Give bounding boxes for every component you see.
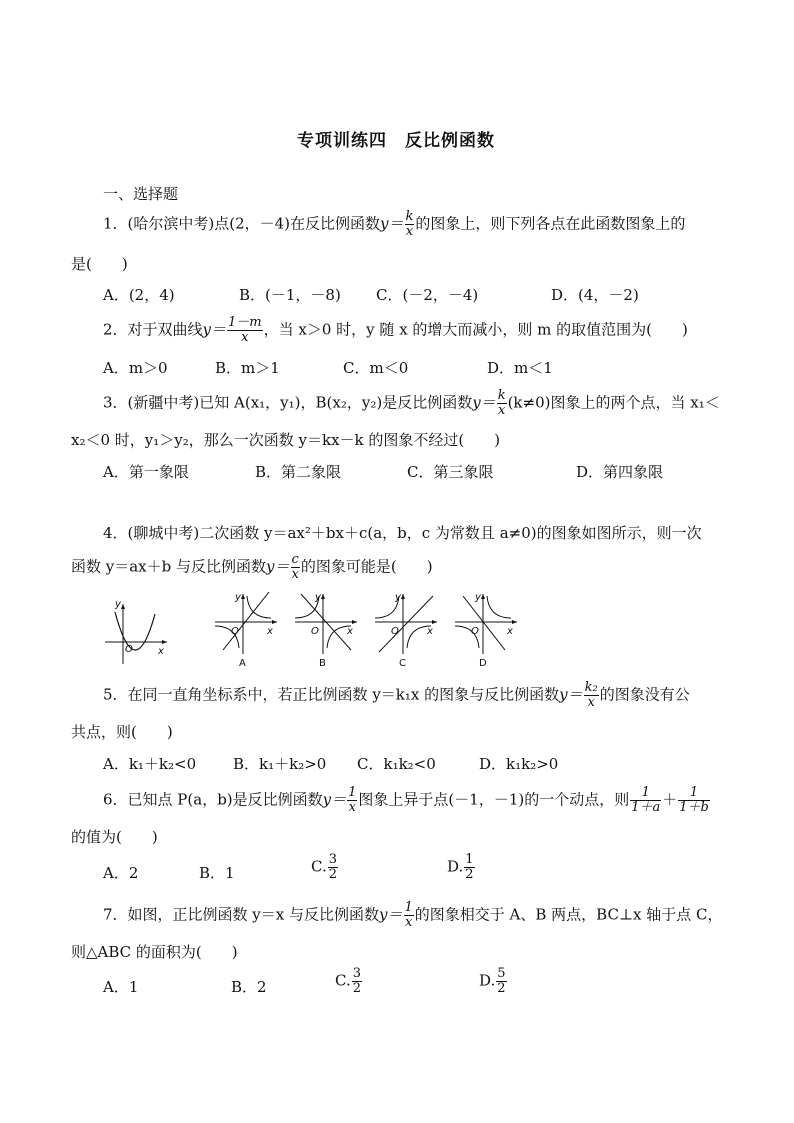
q7-option-d[interactable]: D. $\frac{5}{2}$ (479, 966, 506, 996)
section-heading: 一、选择题 (103, 185, 179, 203)
q2-option-c[interactable]: C．m＜0 (343, 359, 409, 377)
page-title: 专项训练四 反比例函数 (297, 131, 495, 151)
q2-option-d[interactable]: D．m＜1 (487, 359, 553, 377)
q1-option-a[interactable]: A．(2，4) (103, 286, 175, 304)
question-5-cont: 共点，则( ) (71, 723, 173, 741)
q1-option-b[interactable]: B．(－1，－8) (239, 286, 341, 304)
q5-option-c[interactable]: C．k₁k₂<0 (357, 755, 436, 773)
svg-text:B: B (319, 658, 326, 669)
fraction: $\frac{k}{x}$ (497, 388, 506, 418)
svg-text:x: x (507, 626, 513, 637)
svg-text:O: O (311, 626, 319, 637)
q1-option-c[interactable]: C．(－2，－4) (376, 286, 479, 304)
question-4-cont: 函数 y＝ax＋b 与反比例函数y＝ $\frac{c}{x}$ 的图象可能是( ) (71, 552, 433, 582)
q6-option-c[interactable]: C. $\frac{3}{2}$ (311, 852, 337, 882)
fraction: $\frac{1}{x}$ (404, 900, 413, 930)
origin-label: O (125, 644, 133, 655)
parabola-figure (105, 599, 167, 664)
question-7-cont: 则△ABC 的面积为( ) (71, 943, 238, 961)
fraction: $\frac{1}{1+a}$ (631, 785, 661, 815)
q3-option-b[interactable]: B．第二象限 (255, 463, 342, 481)
svg-text:y: y (395, 592, 401, 603)
q7-option-b[interactable]: B．2 (231, 978, 267, 996)
svg-text:A: A (239, 658, 246, 669)
question-7: 7．如图，正比例函数 y＝x 与反比例函数y＝ $\frac{1}{x}$ 的图象相交于 A、B 两点，BC⊥x 轴于点 C， (103, 900, 723, 930)
question-4: 4．(聊城中考)二次函数 y＝ax²＋bx＋c(a，b，c 为常数且 a≠0)的图象如图所示，则一次 (103, 524, 702, 542)
fraction: $\frac{\text{k₂}}{x}$ (584, 680, 598, 710)
question-3-cont: x₂＜0 时，y₁＞y₂，那么一次函数 y＝kx－k 的图象不经过( ) (71, 431, 501, 449)
svg-text:y: y (235, 592, 241, 603)
question-3: 3．(新疆中考)已知 A(x₁，y₁)，B(x₂，y₂)是反比例函数y＝ $\frac{k}{x}$ (k≠0)图象上的两个点，当 x₁＜ (103, 388, 720, 418)
svg-text:O: O (231, 626, 239, 637)
q4-graphs (95, 592, 525, 672)
x-axis-label: x (158, 646, 164, 657)
question-1-cont: 是( ) (71, 255, 128, 273)
question-6-cont: 的值为( ) (71, 828, 158, 846)
svg-text:D: D (479, 658, 487, 669)
question-2: 2．对于双曲线y＝ $\frac{1-m}{x}$ ，当 x＞0 时，y 随 x 的增大而减小，则 m 的取值范围为( ) (103, 315, 688, 345)
y-axis-label: y (115, 599, 121, 610)
graph-option-a[interactable] (215, 592, 277, 669)
q3-option-a[interactable]: A．第一象限 (103, 463, 189, 481)
svg-text:C: C (399, 658, 406, 669)
fraction: $\frac{1}{2}$ (465, 852, 474, 882)
svg-text:x: x (427, 626, 433, 637)
svg-text:y: y (315, 592, 321, 603)
svg-text:O: O (471, 626, 479, 637)
fraction: $\frac{1}{1+b}$ (679, 785, 709, 815)
svg-text:y: y (475, 592, 481, 603)
fraction: $\frac{1}{x}$ (348, 785, 357, 815)
q3-option-d[interactable]: D．第四象限 (576, 463, 664, 481)
fraction: $\frac{3}{2}$ (328, 852, 337, 882)
fraction: $\frac{3}{2}$ (352, 966, 361, 996)
q1-option-d[interactable]: D．(4，－2) (551, 286, 639, 304)
q5-option-d[interactable]: D．k₁k₂>0 (479, 755, 559, 773)
q6-option-a[interactable]: A．2 (103, 864, 139, 882)
graph-option-c[interactable] (375, 592, 437, 669)
question-5: 5．在同一直角坐标系中，若正比例函数 y＝k₁x 的图象与反比例函数y＝ $\frac{\text{k₂}}{x}$ 的图象没有公 (103, 680, 690, 710)
q5-option-a[interactable]: A．k₁＋k₂<0 (103, 755, 197, 773)
q7-option-c[interactable]: C. $\frac{3}{2}$ (335, 966, 361, 996)
q2-option-b[interactable]: B．m＞1 (215, 359, 280, 377)
q5-option-b[interactable]: B．k₁＋k₂>0 (233, 755, 327, 773)
question-6: 6．已知点 P(a，b)是反比例函数y＝ $\frac{1}{x}$ 图象上异于点(－1，－1)的一个动点，则 $\frac{1}{1+a}$ ＋ $\frac{1}{1+b}$ (103, 785, 709, 815)
graph-option-b[interactable] (295, 592, 357, 669)
q7-option-a[interactable]: A．1 (103, 978, 139, 996)
q6-option-b[interactable]: B．1 (199, 864, 235, 882)
q2-option-a[interactable]: A．m＞0 (103, 359, 168, 377)
fraction: $\frac{5}{2}$ (497, 966, 506, 996)
graph-option-d[interactable] (455, 592, 517, 669)
fraction: $\frac{k}{x}$ (405, 209, 414, 239)
svg-text:O: O (391, 626, 399, 637)
q6-option-d[interactable]: D. $\frac{1}{2}$ (447, 852, 474, 882)
fraction: $\frac{1-m}{x}$ (228, 315, 262, 345)
svg-text:x: x (267, 626, 273, 637)
q3-option-c[interactable]: C．第三象限 (407, 463, 494, 481)
fraction: $\frac{c}{x}$ (291, 552, 299, 582)
question-1: 1．(哈尔滨中考)点(2，－4)在反比例函数y＝ $\frac{k}{x}$ 的图象上，则下列各点在此函数图象上的 (103, 209, 686, 239)
svg-text:x: x (347, 626, 353, 637)
